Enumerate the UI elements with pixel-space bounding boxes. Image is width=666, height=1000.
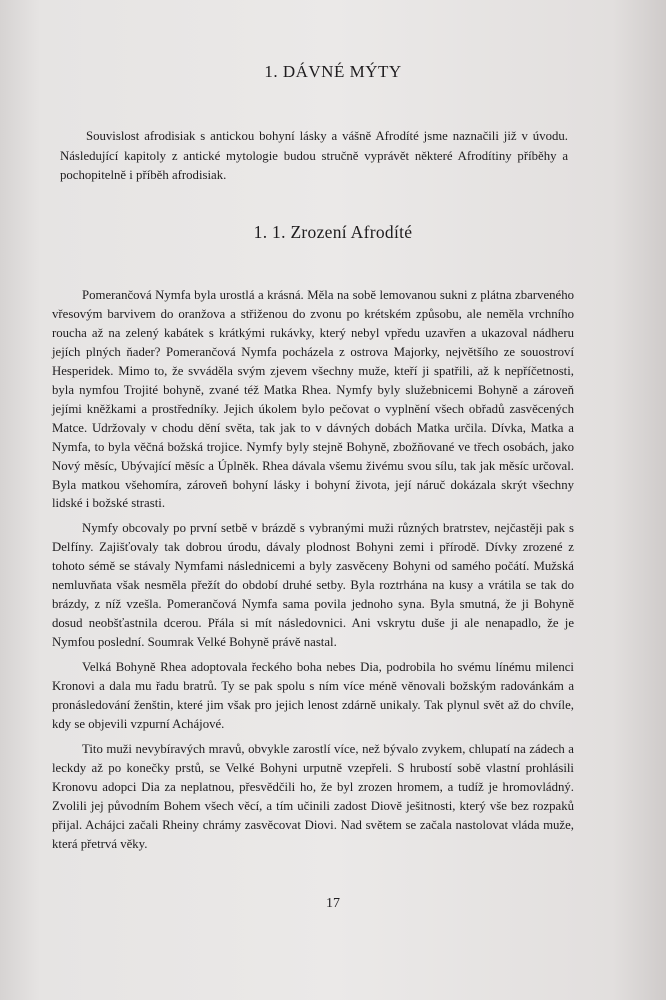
section-title: 1. 1. Zrození Afrodíté: [253, 222, 413, 242]
paragraph: Nymfy obcovaly po první setbě v brázdě s vybranými muži různých bratrstev, nejčastěji pak s Delfíny. Zajišťovaly tak dobrou úrodu, dávaly plodnost Bohyni zemi i přírodě. Dívky zrozené z tohoto sémě se stávaly Nymfami následnicemi a byly zasvěceny Bohyni od samého počátí. Mužská nemluvňata však nesměla přežít do období druhé setby. Byla roztrhána na kusy a vrátila se tak do brázdy, z níž vzešla. Pomerančová Nymfa sama povila jednoho syna. Byla smutná, že ji Bohyně dosud neobšťastnila dcerou. Přála si mít následovnici. Ani vskrytu duše ji ale nenapadlo, že je Nymfou poslední. Soumrak Velké Bohyně právě nastal.: [52, 521, 574, 650]
chapter-title: 1. DÁVNÉ MÝTY: [264, 62, 402, 81]
paragraph: Velká Bohyně Rhea adoptovala řeckého boha nebes Dia, podrobila ho svému línému milenci Kronovi a dala mu řadu bratrů. Ty se pak spolu s ním více méně věnovali božským radovánkám a pronásledování ženštin, které jim však pro jejich lenost zdárně unikaly. Tak plynul svět až do chvíle, kdy se objevili vzpurní Achájové.: [52, 660, 574, 731]
intro-paragraph: Souvislost afrodisiak s antickou bohyní lásky a vášně Afrodíté jsme naznačili již v úvodu. Následující kapitoly z antické mytologie budou stručně vyprávět některé Afrodítiny příběhy a pochopitelně i příběh afrodisiak.: [60, 129, 568, 182]
paragraph: Tito muži nevybíravých mravů, obvykle zarostlí více, než bývalo zvykem, chlupatí na zádech a leckdy až po konečky prstů, se Velké Bohyni urputně vzepřeli. S hrubostí sobě vlastní prohlásili Kronovu adopci Dia za neplatnou, přesvědčili ho, že byl zrozen hromem, a tudíž je hromovládný. Zvolili jej původním Bohem všech věcí, a tím učinili zadost Diově ješitnosti, který vše bez rozpaků přijal. Achájci začali Rheiny chrámy zasvěcovat Diovi. Nad světem se začala nastolovat vláda muže, která přetrvá věky.: [52, 741, 574, 851]
body-text: [52, 286, 574, 860]
page-number: 17: [326, 896, 340, 911]
paragraph: Pomerančová Nymfa byla urostlá a krásná. Měla na sobě lemovanou sukni z plátna zbarveného vřesovým barvivem do oranžova a střiženou do zvonu po krétském způsobu, ale neměla vrchního roucha až na zelený kabátek s krátkými rukávky, který nebyl vpředu uzavřen a ukazoval nádheru jejích plných ňader? Pomerančová Nymfa pocházela z ostrova Majorky, největšího ze souostroví Hesperidek. Mimo to, že svváděla svým zjevem všechny muže, kteří ji spatřili, až k nepříčetnosti, byla nymfou Trojité bohyně, zvané též Matka Rhea. Nymfy byly služebnicemi Bohyně a zároveň jejími kněžkami a prostředníky. Jejich úkolem bylo pečovat o vyplnění všech obřadů zasvěcených Matce. Udržovaly v chodu dění světa, tak jak to v dávných dobách Matka určila. Dívka, Matka a Nymfa, to byla věčná božská trojice. Nymfy byly stejně Bohyně, zbožňované ve třech osobách, jako Nový měsíc, Ubývající měsíc a Úplněk. Rhea dávala všemu živému svou sílu, tak jak měsíc určoval. Byla matkou všehomíra, zároveň bohyní lásky i bohyní života, její náruč dokázala skrýt všechny lidské i božské strasti.: [52, 288, 574, 511]
intro-block: [60, 127, 568, 186]
